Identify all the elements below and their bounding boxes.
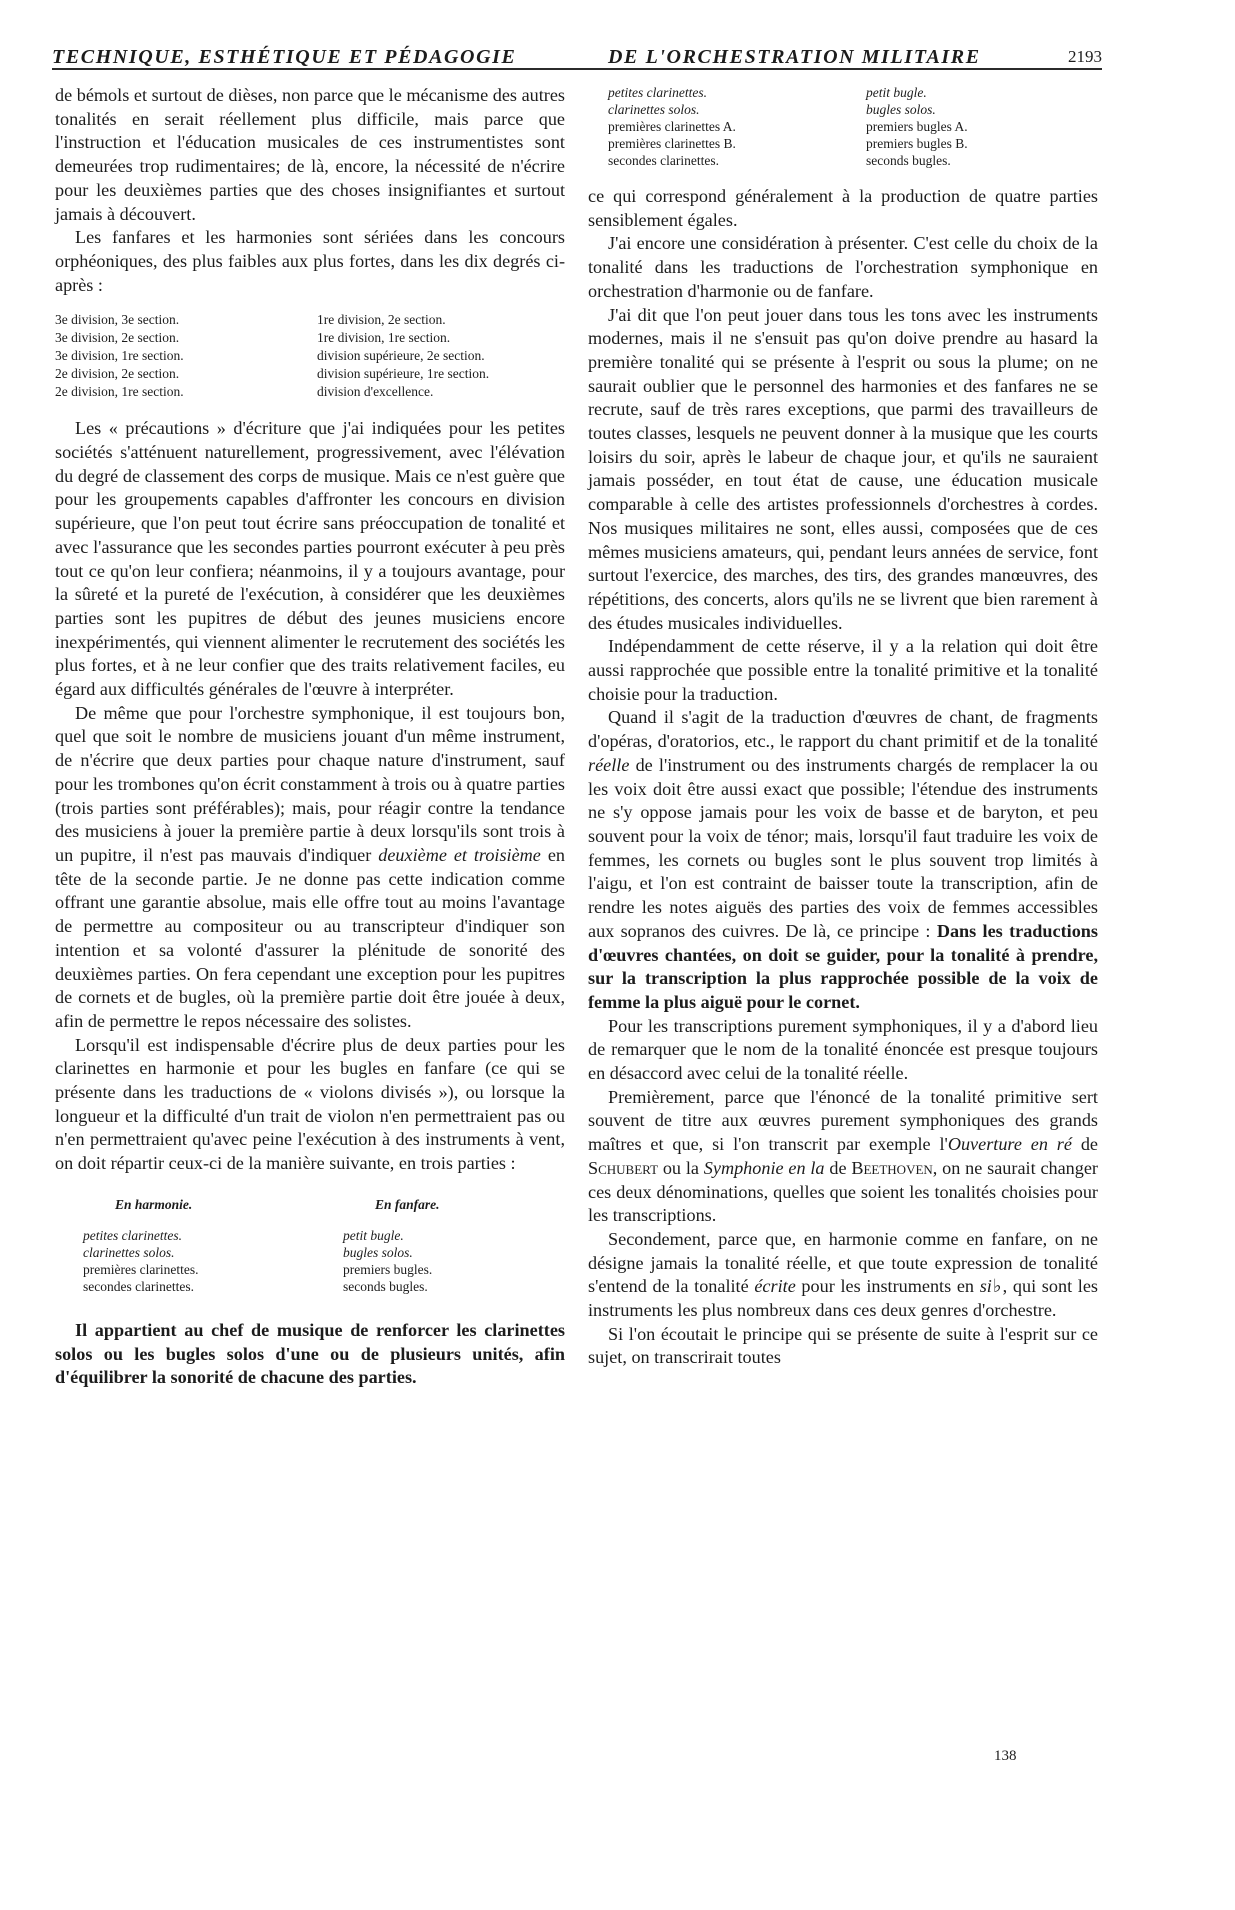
left-paragraph-4-italic: deuxième et troisième (378, 844, 541, 865)
left-column (55, 84, 565, 1390)
right-paragraph-3: J'ai dit que l'on peut jouer dans tous les tons avec les instruments modernes, mais il ne s'ensuit pas qu'on doive prendre au hasard la première tonalité qui se présente à l'esprit ou sous la plume; on ne saurait oublier que le personnel des harmonies et des fanfares ne se recrute, sauf de très rares exceptions, que parmi des travailleurs de toutes classes, lesquels ne peuvent donner à la musique que les courts loisirs du soir, après le labeur de chaque jour, et qu'ils ne sauraient jamais posséder, en tout état de cause, une éducation musicale comparable à celle des artistes professionnels d'orchestres à cordes. Nos musiques militaires ne sont, elles aussi, composées que de ces mêmes musiciens amateurs, qui, pendant leurs années de service, font surtout l'exercice, des marches, des tirs, des grandes manœuvres, des répétitions, des concerts, alors qu'ils ne se livrent que bien rarement à des études musicales individuelles. (588, 304, 1098, 633)
bugle-item: bugles solos. (866, 102, 936, 117)
fanfare-item: seconds bugles. (343, 1278, 428, 1294)
right-paragraph-5-part-a: Quand il s'agit de la traduction d'œuvres de chant, de fragments d'opéras, d'oratorios, etc., le rapport du chant primitif et de la tonalité (588, 707, 1098, 752)
bugles-column (866, 84, 968, 169)
right-paragraph-8 (588, 1228, 1098, 1323)
right-paragraph-5-italic: réelle (588, 754, 630, 775)
division-item: 2e division, 1re section. (55, 384, 184, 400)
right-paragraph-7-part-d: de (824, 1157, 852, 1178)
right-paragraph-8-italic: écrite (754, 1276, 796, 1297)
bugle-item: seconds bugles. (866, 153, 951, 168)
running-header (52, 44, 1102, 70)
right-paragraph-1: ce qui correspond généralement à la production de quatre parties sensiblement égales. (588, 186, 1098, 230)
clarinette-item: premières clarinettes B. (608, 136, 736, 151)
left-paragraph-4-part-a: De même que pour l'orchestre symphonique, il est toujours bon, quel que soit le nombre de musiciens jouant d'un même instrument, de n'écrire que deux parties pour chaque nature d'instrument, sauf pour les trombones qu'on écrit constamment à trois ou à quatre parties (trois parties sont préférables); mais, pour réagir contre la tendance des musiciens à jouer la première partie à deux lorsqu'ils sont trois à un pupitre, il n'est pas mauvais d'indiquer (55, 702, 565, 865)
fanfare-item: premiers bugles. (343, 1261, 433, 1277)
division-item: 1re division, 1re section. (317, 330, 451, 346)
right-paragraph-7-composer-1: Schubert (588, 1157, 659, 1178)
right-paragraph-2: J'ai encore une considération à présenter. C'est celle du choix de la tonalité dans les traductions de l'orchestration symphonique en orchestration d'harmonie ou de fanfare. (588, 233, 1098, 301)
fanfare-heading: En fanfare. (375, 1196, 440, 1212)
left-paragraph-6: Il appartient au chef de musique de renforcer les clarinettes solos ou les bugles solos d'une ou de plusieurs unités, afin d'équilibrer la sonorité de chacune des parties. (55, 1319, 565, 1388)
divisions-column-1 (55, 311, 317, 401)
bugle-item: petit bugle. (866, 85, 927, 100)
right-column (588, 84, 1098, 1370)
right-paragraph-7-italic-1: Ouverture en ré (947, 1134, 1072, 1155)
division-item: 3e division, 2e section. (55, 330, 180, 346)
clarinette-item: petites clarinettes. (608, 85, 707, 100)
instrument-parts-table (83, 1196, 565, 1295)
left-paragraph-4 (55, 702, 565, 1034)
right-paragraph-7-part-a: Premièrement, parce que l'énoncé de la tonalité primitive sert souvent de titre aux œuvres purement symphoniques des grands maîtres et que, si l'on transcrit par exemple l' (588, 1086, 1098, 1155)
right-paragraph-7-part-e: , on ne saurait changer ces deux dénominations, quelles que soient les tonalités choisies pour les transcriptions. (588, 1157, 1098, 1226)
right-paragraph-6: Pour les transcriptions purement symphoniques, il y a d'abord lieu de remarquer que le nom de la tonalité énoncée est presque toujours en désaccord avec celui de la tonalité réelle. (588, 1015, 1098, 1084)
right-paragraph-5-part-b: de l'instrument ou des instruments chargés de remplacer la ou les voix doit être aussi exact que possible; l'étendue des instruments ne s'y oppose jamais pour les voix de basse et de baryton, et peu souvent pour la voix de ténor; mais, lorsqu'il faut traduire les voix de femmes, les cornets ou bugles sont le plus souvent trop limités à l'aigu, et l'on est contraint de baisser toute la transcription, afin de rendre les notes aiguës des parties des voix de femmes accessibles aux sopranos des cuivres. De là, ce principe : (588, 754, 1098, 941)
right-paragraph-8-part-a: Secondement, parce que, en harmonie comme en fanfare, on ne désigne jamais la tonalité réelle, et que toute expression de tonalité s'entend de la tonalité (588, 1228, 1098, 1297)
folio-number: 138 (994, 1748, 1017, 1764)
fanfare-item: petit bugle. (343, 1227, 404, 1243)
left-paragraph-4-part-b: en tête de la seconde partie. Je ne donne pas cette indication comme offrant une garantie absolue, mais elle offre tout au moins l'avantage de permettre au compositeur ou au transcripteur d'indiquer son intention et sa volonté d'assurer la plénitude de sonorité des deuxièmes parties. On fera cependant une exception pour les pupitres de cornets et de bugles, où la première partie doit être jouée à deux, afin de permettre le repos nécessaire des solistes. (55, 844, 565, 1031)
bugle-item: premiers bugles A. (866, 119, 968, 134)
left-paragraph-5: Lorsqu'il est indispensable d'écrire plus de deux parties pour les clarinettes en harmonie et pour les bugles en fanfare (ce qui se présente dans les traductions de « violons divisés »), ou lorsque la longueur et la difficulté d'un trait de violon n'en permettraient pas ou n'en permettraient qu'avec peine l'exécution à des instruments à vent, on doit répartir ceux-ci de la manière suivante, en trois parties : (55, 1034, 565, 1174)
right-paragraph-5 (588, 706, 1098, 1014)
right-paragraph-8-key: si♭ (979, 1276, 1003, 1297)
divisions-table (55, 311, 565, 401)
right-paragraph-4: Indépendamment de cette réserve, il y a la relation qui doit être aussi rapprochée que possible entre la tonalité primitive et la tonalité choisie pour la traduction. (588, 636, 1098, 704)
harmonie-item: petites clarinettes. (83, 1227, 182, 1243)
left-paragraph-2: Les fanfares et les harmonies sont sériées dans les concours orphéoniques, des plus faibles aux plus fortes, dans les dix degrés ci-après : (55, 227, 565, 295)
harmonie-item: secondes clarinettes. (83, 1278, 194, 1294)
harmonie-column (83, 1196, 343, 1295)
division-item: 3e division, 1re section. (55, 348, 184, 364)
division-item: division supérieure, 2e section. (317, 348, 485, 364)
right-paragraph-5-principle: Dans les traductions d'œuvres chantées, on doit se guider, pour la tonalité à prendre, sur la transcription la plus rapprochée possible de la voix de femme la plus aiguë pour le cornet. (588, 920, 1099, 1012)
harmonie-item: clarinettes solos. (83, 1244, 175, 1260)
instrument-parts-table-a-b (608, 84, 1098, 169)
right-paragraph-7-italic-2: Symphonie en la (703, 1157, 825, 1178)
division-item: 1re division, 2e section. (317, 312, 446, 328)
fanfare-item: bugles solos. (343, 1244, 413, 1260)
right-paragraph-7 (588, 1086, 1098, 1228)
division-item: division d'excellence. (317, 384, 434, 400)
right-paragraph-7-part-c: ou la (658, 1157, 704, 1178)
header-page-number: 2193 (1068, 47, 1102, 66)
harmonie-heading: En harmonie. (115, 1196, 193, 1212)
left-paragraph-1: de bémols et surtout de dièses, non parce que le mécanisme des autres tonalités en serait réellement plus difficile, mais parce que l'instruction et l'éducation musicales de ces instrumentistes sont demeurées trop rudimentaires; de là, encore, la nécessité de n'écrire pour les deuxièmes parties que des choses insignifiantes et surtout jamais à découvert. (55, 85, 565, 224)
fanfare-column (343, 1196, 440, 1295)
division-item: 3e division, 3e section. (55, 312, 180, 328)
right-paragraph-8-part-c: , qui sont les instruments les plus nombreux dans ces deux genres d'orchestre. (588, 1276, 1098, 1321)
right-paragraph-7-part-b: de (1071, 1134, 1099, 1155)
left-paragraph-3: Les « précautions » d'écriture que j'ai indiquées pour les petites sociétés s'atténuent naturellement, progressivement, avec l'élévation du degré de classement des corps de musique. Mais ce n'est guère que pour les groupements capables d'affronter les concours en division supérieure, que l'on peut tout écrire sans préoccupation de tonalité et avec l'assurance que les secondes parties pourront exécuter à peu près tout ce qu'on leur confiera; néanmoins, il y a toujours avantage, pour la sûreté et la pureté de l'exécution, à considérer que les deuxièmes parties sont les pupitres de début des jeunes musiciens encore inexpérimentés, qui viennent alimenter le recrutement des sociétés les plus fortes, et à ne leur confier que des traits relativement faciles, eu égard aux difficultés générales de l'œuvre à interpréter. (55, 418, 565, 700)
division-item: 2e division, 2e section. (55, 366, 180, 382)
clarinettes-column (608, 84, 866, 169)
division-item: division supérieure, 1re section. (317, 366, 490, 382)
header-right-title: DE L'ORCHESTRATION MILITAIRE (608, 46, 981, 68)
divisions-column-2 (317, 311, 489, 401)
harmonie-item: premières clarinettes. (83, 1261, 199, 1277)
clarinette-item: premières clarinettes A. (608, 119, 736, 134)
right-paragraph-7-composer-2: Beethoven (851, 1157, 933, 1178)
right-paragraph-9: Si l'on écoutait le principe qui se présente de suite à l'esprit sur ce sujet, on transcrirait toutes (588, 1323, 1098, 1368)
header-left-title: TECHNIQUE, ESTHÉTIQUE ET PÉDAGOGIE (52, 46, 517, 68)
clarinette-item: clarinettes solos. (608, 102, 700, 117)
right-paragraph-8-part-b: pour les instruments en (795, 1276, 980, 1297)
clarinette-item: secondes clarinettes. (608, 153, 719, 168)
bugle-item: premiers bugles B. (866, 136, 968, 151)
